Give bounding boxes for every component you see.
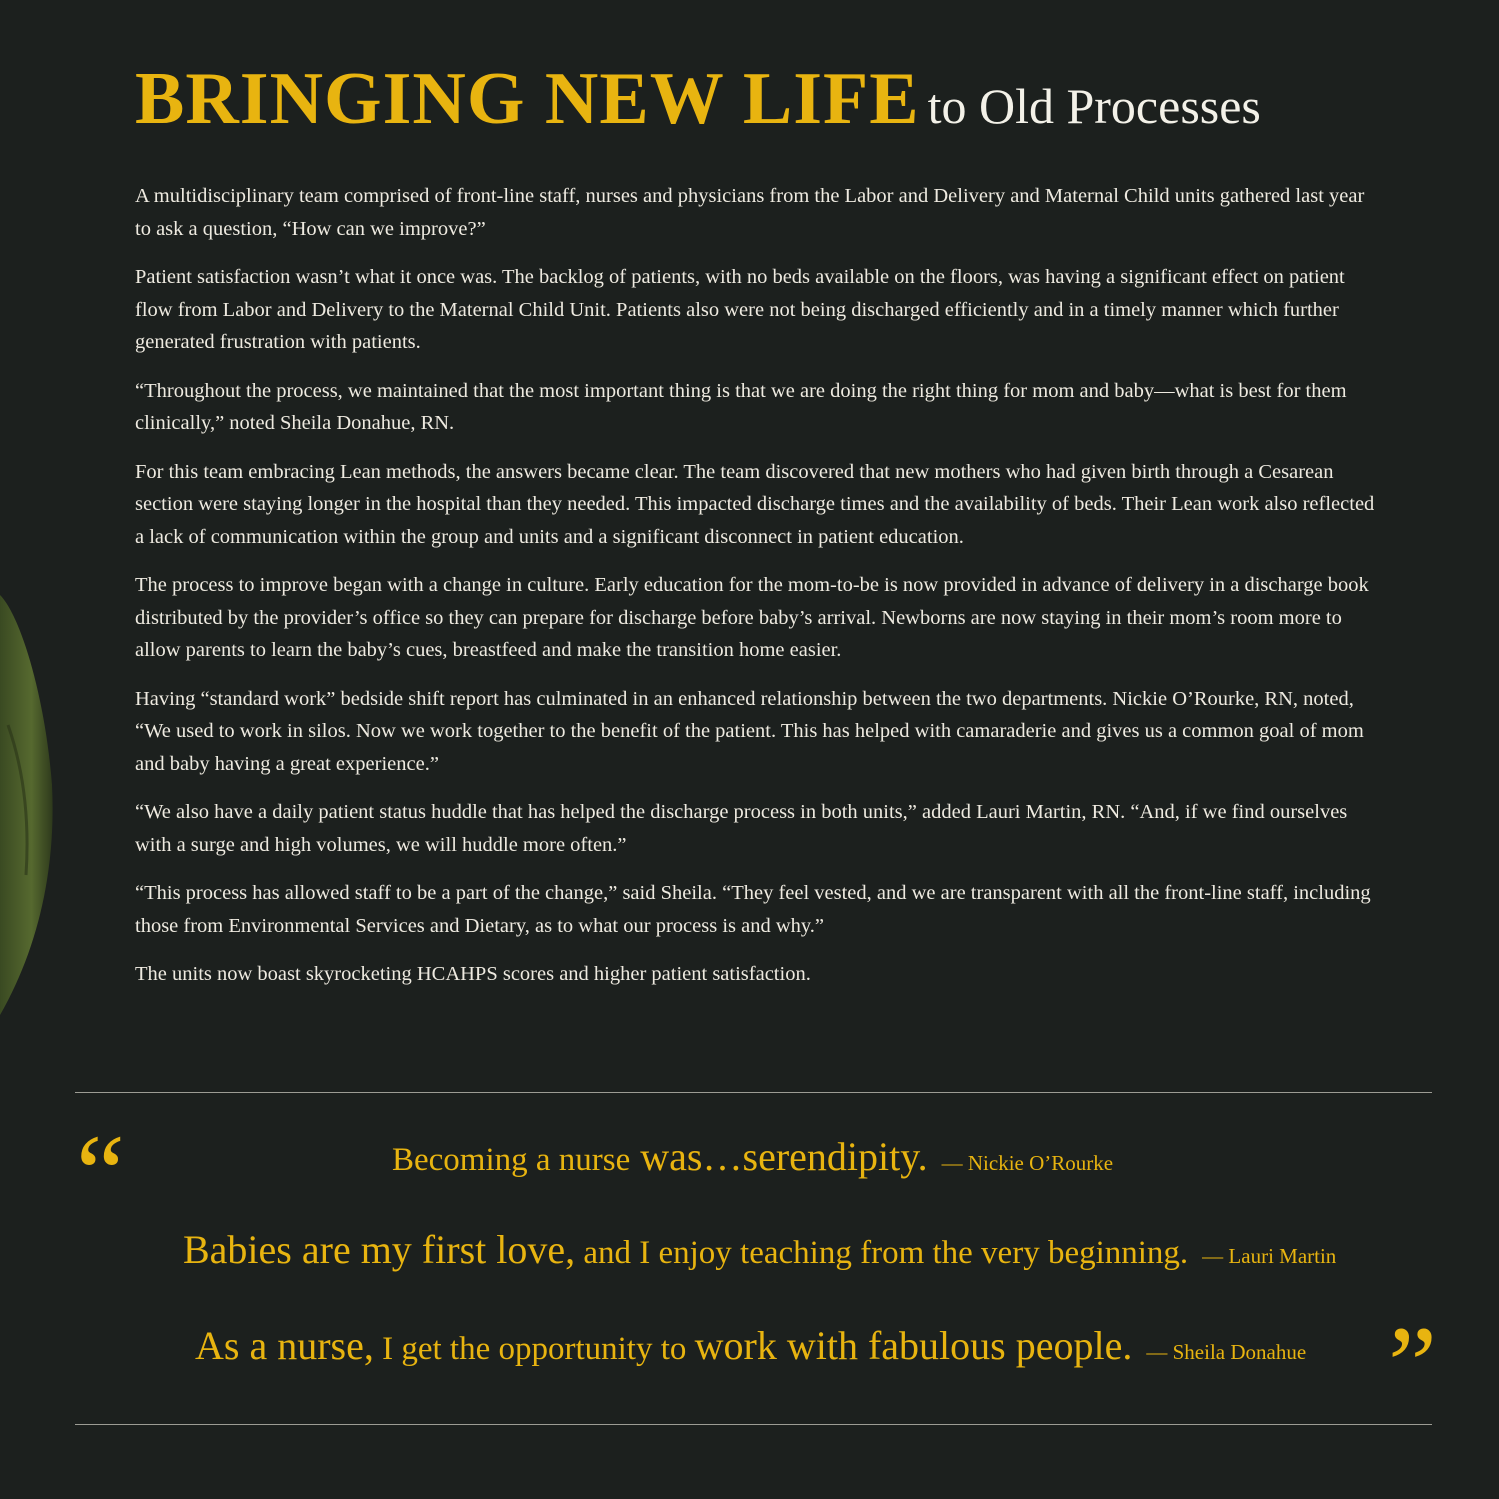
article-paragraph: The units now boast skyrocketing HCAHPS scores and higher patient satisfaction. <box>135 963 811 985</box>
quote-segment: Becoming a nurse <box>392 1142 631 1178</box>
pull-quote-nickie <box>392 1134 1114 1179</box>
article-paragraph: “Throughout the process, we maintained that the most important thing is that we are doing the right thing for mom and baby—what is best for them clinically,” noted Sheila Donahue, RN. <box>135 379 1347 434</box>
open-quote-mark: “ <box>76 1112 125 1234</box>
article-paragraph: The process to improve began with a change in culture. Early education for the mom-to-be is now provided in advance of delivery in a discharge book distributed by the provider’s office so they can prepare for discharge before baby’s arrival. Newborns are now staying in their mom’s room more to allow parents to learn the baby’s cues, breastfeed and make the transition home easier. <box>135 574 1369 661</box>
quote-divider-bottom <box>75 1424 1432 1425</box>
article-paragraph: “This process has allowed staff to be a part of the change,” said Sheila. “They feel vested, and we are transparent with all the front-line staff, including those from Environmental Services and Dietary, as to what our process is and why.” <box>135 882 1371 937</box>
quote-divider-top <box>75 1092 1432 1093</box>
article-paragraph: A multidisciplinary team comprised of front-line staff, nurses and physicians from the Labor and Delivery and Maternal Child units gathered last year to ask a question, “How can we improve?” <box>135 185 1365 240</box>
quote-segment: Babies are my first love, <box>183 1227 576 1272</box>
quote-attribution: — Lauri Martin <box>1202 1244 1337 1268</box>
article-paragraph: “We also have a daily patient status huddle that has helped the discharge process in both units,” added Lauri Martin, RN. “And, if we find ourselves with a surge and high volumes, we will huddle more often.” <box>135 801 1348 856</box>
quote-segment: was… <box>630 1134 743 1179</box>
headline <box>135 58 1261 140</box>
headline-main: BRINGING NEW LIFE <box>135 58 920 140</box>
article-body <box>135 180 1375 1007</box>
quote-segment: and I enjoy teaching from the very beginning. <box>575 1235 1189 1271</box>
quote-attribution: — Sheila Donahue <box>1146 1340 1307 1364</box>
quote-attribution: — Nickie O’Rourke <box>941 1151 1114 1175</box>
headline-sub: to Old Processes <box>927 78 1261 134</box>
photo-fragment <box>0 585 70 1025</box>
quote-segment: work with fabulous people. <box>694 1323 1133 1368</box>
close-quote-mark: ” <box>1388 1304 1437 1426</box>
quote-segment: As a nurse, <box>195 1323 374 1368</box>
pull-quote-sheila <box>195 1323 1307 1368</box>
article-paragraph: For this team embracing Lean methods, the answers became clear. The team discovered that new mothers who had given birth through a Cesarean section were staying longer in the hospital than they needed. This impacted discharge times and the availability of beds. Their Lean work also reflected a lack of communication within the group and units and a significant disconnect in patient education. <box>135 460 1375 548</box>
quote-segment: I get the opportunity to <box>373 1331 695 1367</box>
quote-segment: serendipity. <box>742 1134 928 1179</box>
article-paragraph: Patient satisfaction wasn’t what it once was. The backlog of patients, with no beds available on the floors, was having a significant effect on patient flow from Labor and Delivery to the Maternal Child Unit. Patients also were not being discharged efficiently and in a timely manner which further generated frustration with patients. <box>135 266 1345 353</box>
pull-quote-lauri <box>183 1227 1337 1272</box>
article-paragraph: Having “standard work” bedside shift report has culminated in an enhanced relationship between the two departments. Nickie O’Rourke, RN, noted, “We used to work in silos. Now we work together to the benefit of the patient. This has helped with camaraderie and gives us a common goal of mom and baby having a great experience.” <box>135 687 1364 775</box>
